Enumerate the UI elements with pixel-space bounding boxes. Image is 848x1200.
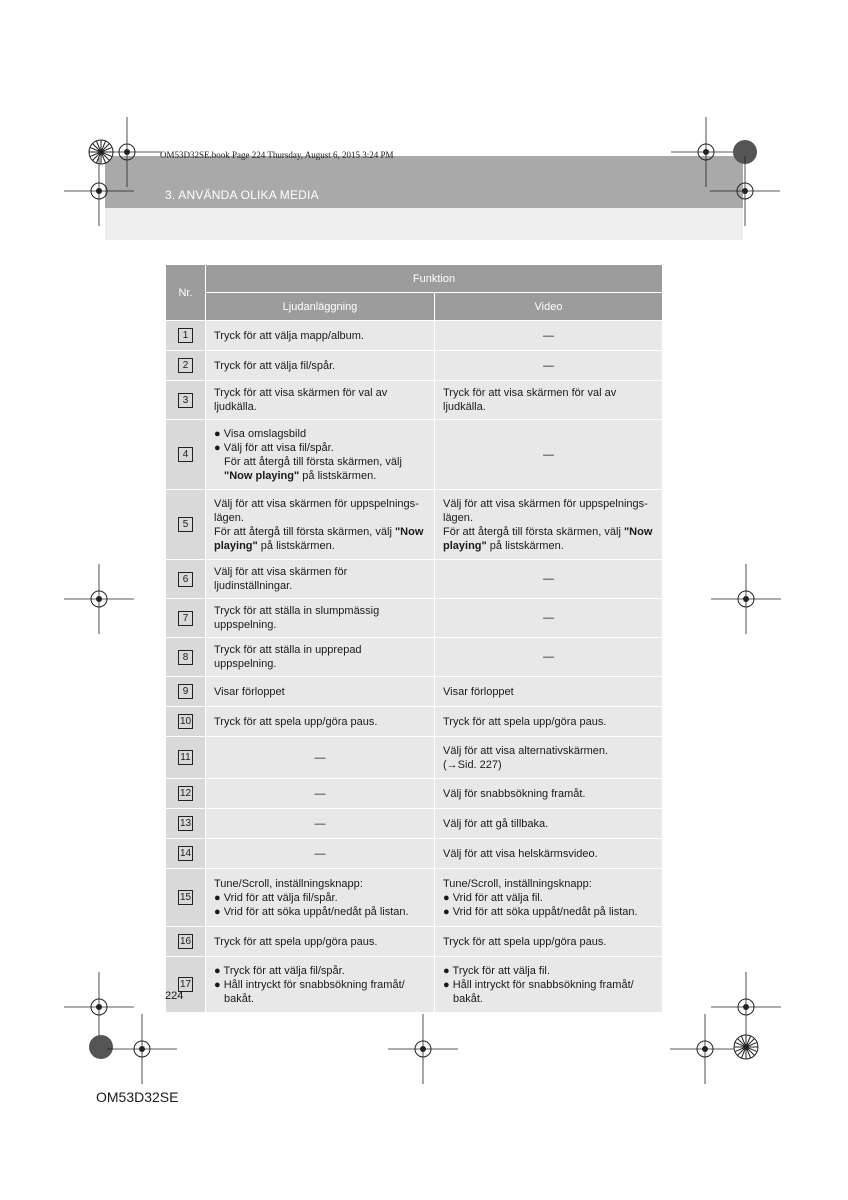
col-header-nr: Nr. (166, 265, 206, 321)
bullet-item: ● Tryck för att välja fil. (443, 964, 550, 977)
ljud-cell: Tryck för att spela upp/göra paus. (206, 927, 435, 957)
video-cell: — (435, 560, 663, 599)
video-cell: — (435, 351, 663, 381)
video-cell: Tryck för att spela upp/göra paus. (435, 927, 663, 957)
table-row (166, 321, 663, 351)
row-number: 17 (179, 979, 192, 990)
video-cell: Välj för att visa skärmen för uppspelningslägen. För att återgå till första skärmen, välj "Now playing" på listskärmen. (435, 490, 663, 560)
bullet-item: ● Vrid för att söka uppåt/nedåt på listan. (443, 905, 638, 918)
video-cell: — (435, 321, 663, 351)
row-number: 1 (178, 328, 193, 343)
video-cell: Välj för att gå tillbaka. (435, 809, 663, 839)
ljud-cell: — (206, 779, 435, 809)
crosshair-icon (388, 1014, 458, 1084)
crosshair-icon (64, 156, 134, 226)
row-number: 8 (178, 650, 193, 665)
video-cell: Tune/Scroll, inställningsknapp: ● Vrid för att välja fil. ● Vrid för att söka uppåt/nedåt på listan. (435, 869, 663, 927)
star-mark-icon (734, 1035, 758, 1059)
crosshair-icon (92, 117, 162, 187)
video-cell: — (435, 599, 663, 638)
table-row (166, 707, 663, 737)
col-header-funktion: Funktion (206, 265, 663, 293)
gray-dot-icon (89, 1035, 113, 1059)
crosshair-icon (64, 972, 134, 1042)
book-info: OM53D32SE.book Page 224 Thursday, August 6, 2015 3:24 PM (160, 150, 394, 160)
row-number: 10 (179, 716, 192, 727)
row-number: 4 (178, 447, 193, 462)
crosshair-icon (671, 117, 741, 187)
col-header-video: Video (435, 293, 663, 321)
ljud-cell: — (206, 737, 435, 779)
crosshair-icon (711, 972, 781, 1042)
crosshair-icon (107, 1014, 177, 1084)
row-number: 5 (178, 517, 193, 532)
ljud-cell: — (206, 839, 435, 869)
section-title: 3. ANVÄNDA OLIKA MEDIA (165, 188, 319, 202)
col-header-ljud: Ljudanläggning (206, 293, 435, 321)
table-row (166, 927, 663, 957)
ljud-cell: — (206, 809, 435, 839)
bullet-item: ● Vrid för att söka uppåt/nedåt på listan. (214, 905, 409, 918)
video-cell: Visar förloppet (435, 677, 663, 707)
bullet-item: ● Vrid för att välja fil/spår. (214, 891, 338, 904)
video-cell (435, 957, 663, 1013)
video-cell: Välj för att visa alternativskärmen. (→Sid. 227) (435, 737, 663, 779)
ljud-cell: Tryck för att välja fil/spår. (206, 351, 435, 381)
ljud-cell: Tune/Scroll, inställningsknapp: ● Vrid för att välja fil/spår. ● Vrid för att söka uppåt/nedåt på listan. (206, 869, 435, 927)
row-number: 9 (178, 684, 193, 699)
video-cell: Tryck för att spela upp/göra paus. (435, 707, 663, 737)
table-row (166, 839, 663, 869)
ljud-cell: ● Visa omslagsbild ● Välj för att visa fil/spår. För att återgå till första skärmen, välj "Now playing" på listskärmen. (206, 420, 435, 490)
table-row (166, 677, 663, 707)
table-row (166, 779, 663, 809)
ljud-cell: Tryck för att ställa in upprepad uppspelning. (206, 638, 435, 677)
ljud-cell: Välj för att visa skärmen för ljudinställningar. (206, 560, 435, 599)
ljud-cell: Tryck för att ställa in slumpmässig uppspelning. (206, 599, 435, 638)
table-row (166, 351, 663, 381)
ljud-cell: Tryck för att spela upp/göra paus. (206, 707, 435, 737)
ljud-cell: Visar förloppet (206, 677, 435, 707)
bullet-item: ● Håll intryckt för snabbsökning framåt/ bakåt. (443, 978, 634, 1005)
ljud-cell: Välj för att visa skärmen för uppspelningslägen. För att återgå till första skärmen, välj "Now playing" på listskärmen. (206, 490, 435, 560)
row-number: 7 (178, 611, 193, 626)
function-table (165, 264, 663, 1013)
video-cell: Tryck för att visa skärmen för val av ljudkälla. (435, 381, 663, 420)
table-row (166, 809, 663, 839)
table-row (166, 599, 663, 638)
crosshair-icon (64, 564, 134, 634)
document-code: OM53D32SE (96, 1089, 179, 1105)
table-row (166, 869, 663, 927)
row-number: 6 (178, 572, 193, 587)
table-row (166, 737, 663, 779)
row-number: 16 (179, 936, 192, 947)
ljud-cell: Tryck för att visa skärmen för val av ljudkälla. (206, 381, 435, 420)
video-cell: Välj för snabbsökning framåt. (435, 779, 663, 809)
row-number: 3 (178, 393, 193, 408)
crosshair-icon (670, 1014, 740, 1084)
table-row (166, 381, 663, 420)
bullet-item: ● Tryck för att välja fil/spår. (214, 964, 345, 977)
table-row (166, 490, 663, 560)
crosshair-icon (710, 156, 780, 226)
row-number: 14 (179, 848, 192, 859)
table-row (166, 420, 663, 490)
row-number: 11 (178, 750, 193, 765)
table-row (166, 957, 663, 1013)
row-number: 15 (179, 892, 192, 903)
bullet-item: ● Håll intryckt för snabbsökning framåt/ bakåt. (214, 978, 405, 1005)
page-number: 224 (165, 990, 184, 1002)
video-cell: — (435, 420, 663, 490)
crosshair-icon (711, 564, 781, 634)
row-number: 13 (179, 818, 192, 829)
video-cell: — (435, 638, 663, 677)
bullet-item: ● Vrid för att välja fil. (443, 891, 543, 904)
row-number: 12 (179, 788, 192, 799)
bullet-item: ● Välj för att visa fil/spår. (214, 441, 334, 454)
bullet-item: ● Visa omslagsbild (214, 427, 307, 440)
table-row (166, 560, 663, 599)
row-number: 2 (178, 358, 193, 373)
ljud-cell (206, 957, 435, 1013)
table-row (166, 638, 663, 677)
ljud-cell: Tryck för att välja mapp/album. (206, 321, 435, 351)
video-cell: Välj för att visa helskärmsvideo. (435, 839, 663, 869)
